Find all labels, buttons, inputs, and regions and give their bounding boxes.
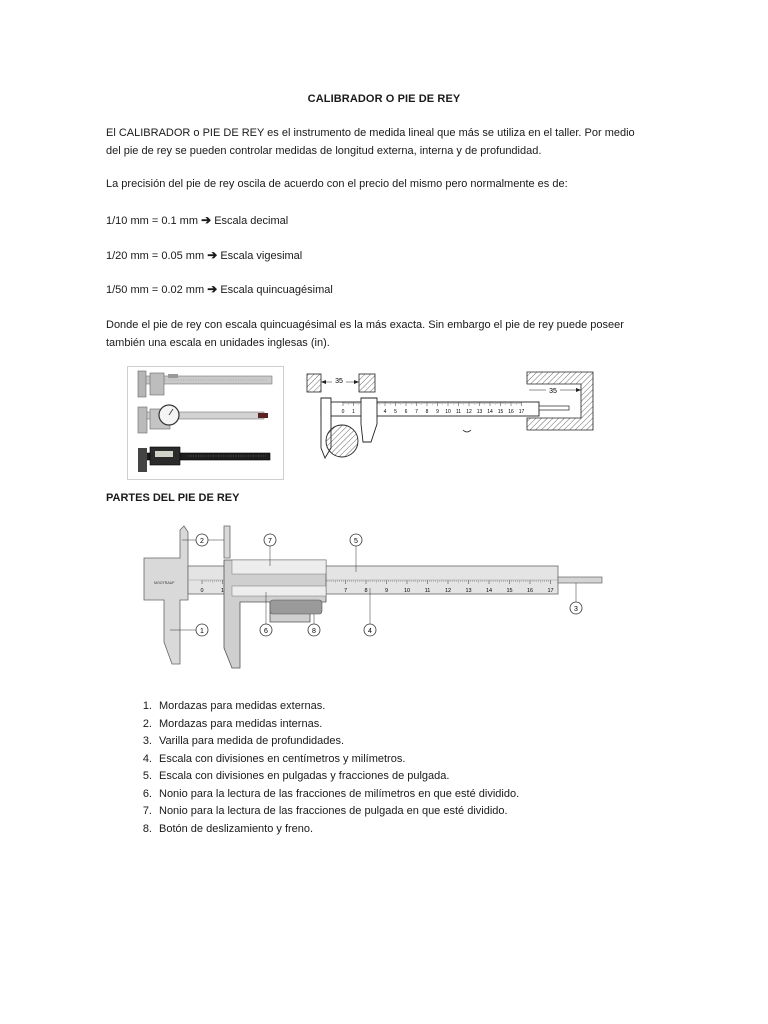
scale-number: 9 (384, 588, 389, 594)
scale-number: 10 (445, 409, 451, 415)
depth-rod (539, 406, 569, 410)
parts-list (106, 698, 519, 838)
list-item (106, 803, 519, 821)
scale-number: 13 (476, 409, 483, 415)
scale-line-vigesimal (106, 248, 302, 262)
callout-4 (364, 588, 376, 636)
callout-label: 5 (354, 538, 358, 545)
scale-number: 11 (424, 588, 431, 594)
list-number: 1. (142, 700, 152, 712)
scale-number: 12 (466, 409, 472, 415)
list-number: 2. (142, 717, 152, 730)
list-text: Botón de deslizamiento y freno. (159, 822, 314, 835)
dimension-label-right: 35 (549, 388, 557, 395)
parts-title: PARTES DEL PIE DE REY (106, 492, 240, 504)
scale-line-decimal (106, 213, 288, 227)
callout-label: 8 (312, 628, 316, 635)
list-text: Nonio para la lectura de las fracciones de pulgada en que esté dividido. (159, 805, 508, 817)
list-number: 7. (142, 805, 152, 817)
intro-paragraph (106, 125, 676, 160)
list-text: Escala con divisiones en pulgadas y fracciones de pulgada. (159, 770, 450, 782)
caliper-parts-drawing (140, 522, 610, 674)
list-number: 6. (142, 787, 152, 800)
list-item (106, 716, 519, 734)
scale-number: 14 (485, 588, 493, 594)
scale-number: 7 (415, 409, 418, 415)
scale-number: 4 (383, 409, 387, 415)
workpiece-left (307, 374, 375, 392)
digital-caliper-icon (138, 447, 270, 472)
scale-number: 17 (518, 409, 525, 415)
scale-number: 12 (444, 588, 452, 594)
list-text: Nonio para la lectura de las fracciones de milímetros en que esté dividido. (159, 787, 520, 800)
list-item (106, 698, 519, 716)
scale-number: 0 (200, 588, 204, 594)
scale-number: 14 (487, 409, 493, 415)
inner-jaw (224, 526, 230, 558)
scale-number: 17 (547, 588, 554, 594)
brand-label: MOOTRAUF (154, 581, 175, 585)
arrow-icon: ➔ (207, 282, 218, 296)
list-item (106, 733, 519, 751)
round-workpiece (326, 425, 358, 457)
exact-line-1: Donde el pie de rey con escala quincuagésimal es la más exacta. Sin embargo el pie de rey puede poseer (106, 319, 624, 331)
list-item (106, 821, 519, 839)
list-text: Mordazas para medidas externas. (159, 700, 326, 712)
vernier-caliper-icon (138, 371, 272, 397)
scale-number: 15 (506, 588, 513, 594)
fixed-jaw (144, 526, 188, 664)
caliper-measurement-drawing-icon (303, 368, 597, 464)
caliper-measurement-drawing (303, 368, 597, 464)
list-item (106, 768, 519, 786)
list-text: Varilla para medida de profundidades. (159, 735, 345, 747)
list-item (106, 786, 519, 804)
callout-label: 1 (200, 628, 204, 635)
inch-vernier (232, 560, 326, 574)
scale-number: 16 (508, 409, 514, 415)
callout-label: 7 (268, 538, 272, 545)
workpiece-right (527, 372, 593, 430)
dial-caliper-icon (138, 405, 268, 433)
mm-vernier (232, 586, 326, 596)
scale-number: 13 (465, 588, 472, 594)
scale-number: 8 (364, 588, 368, 594)
scale-formula: 1/20 mm = 0.05 mm (106, 250, 205, 262)
thumb-button (270, 600, 322, 614)
scale-number: 5 (394, 409, 397, 415)
list-number: 3. (142, 735, 152, 747)
caliper-parts-drawing-icon (140, 522, 610, 674)
callout-label: 6 (264, 628, 268, 635)
scale-number: 10 (403, 588, 411, 594)
scale-formula: 1/10 mm = 0.1 mm (106, 215, 199, 227)
list-number: 5. (142, 770, 152, 782)
list-text: Escala con divisiones en centímetros y milímetros. (159, 752, 406, 765)
scale-name: Escala vigesimal (220, 250, 303, 262)
exact-line-2: también una escala en unidades inglesas (in). (106, 336, 330, 349)
list-number: 8. (142, 822, 152, 835)
callout-3 (570, 583, 582, 614)
list-item (106, 751, 519, 769)
document-title: CALIBRADOR O PIE DE REY (307, 93, 461, 105)
scale-formula: 1/50 mm = 0.02 mm (106, 284, 205, 296)
scale-number: 8 (425, 409, 429, 415)
scale-number: 16 (526, 588, 534, 594)
list-text: Mordazas para medidas internas. (159, 717, 323, 730)
scale-number: 1 (352, 409, 355, 415)
scale-number: 1 (220, 588, 225, 594)
intro-line-1: El CALIBRADOR o PIE DE REY es el instrumento de medida lineal que más se utiliza en el taller. Por medio (106, 127, 635, 139)
callout-label: 3 (574, 606, 578, 613)
scale-number: 15 (497, 409, 504, 415)
three-calipers-photo-icon (128, 367, 283, 479)
scale-number: 7 (343, 588, 348, 594)
dimension-label-left: 35 (335, 378, 343, 385)
exact-paragraph (106, 317, 676, 352)
scale-number: 11 (455, 409, 462, 415)
calipers-photo (127, 366, 284, 480)
scale-line-quincuagesimal (106, 282, 333, 296)
callout-label: 4 (368, 628, 372, 635)
intro-line-2: del pie de rey se pueden controlar medidas de longitud externa, interna y de profundidad. (106, 144, 542, 157)
scale-name: Escala quincuagésimal (220, 284, 333, 296)
list-number: 4. (142, 752, 152, 765)
precision-text: La precisión del pie de rey oscila de acuerdo con el precio del mismo pero normalmente es de: (106, 178, 568, 190)
thumb-screw (463, 430, 471, 432)
scale-number: 9 (436, 409, 439, 415)
scale-number: 6 (404, 409, 408, 415)
sliding-jaw (361, 398, 377, 442)
depth-rod (558, 577, 602, 583)
arrow-icon: ➔ (207, 248, 218, 262)
scale-number: 0 (341, 409, 345, 415)
arrow-icon: ➔ (201, 213, 212, 227)
scale-name: Escala decimal (214, 215, 289, 227)
callout-label: 2 (200, 538, 204, 545)
